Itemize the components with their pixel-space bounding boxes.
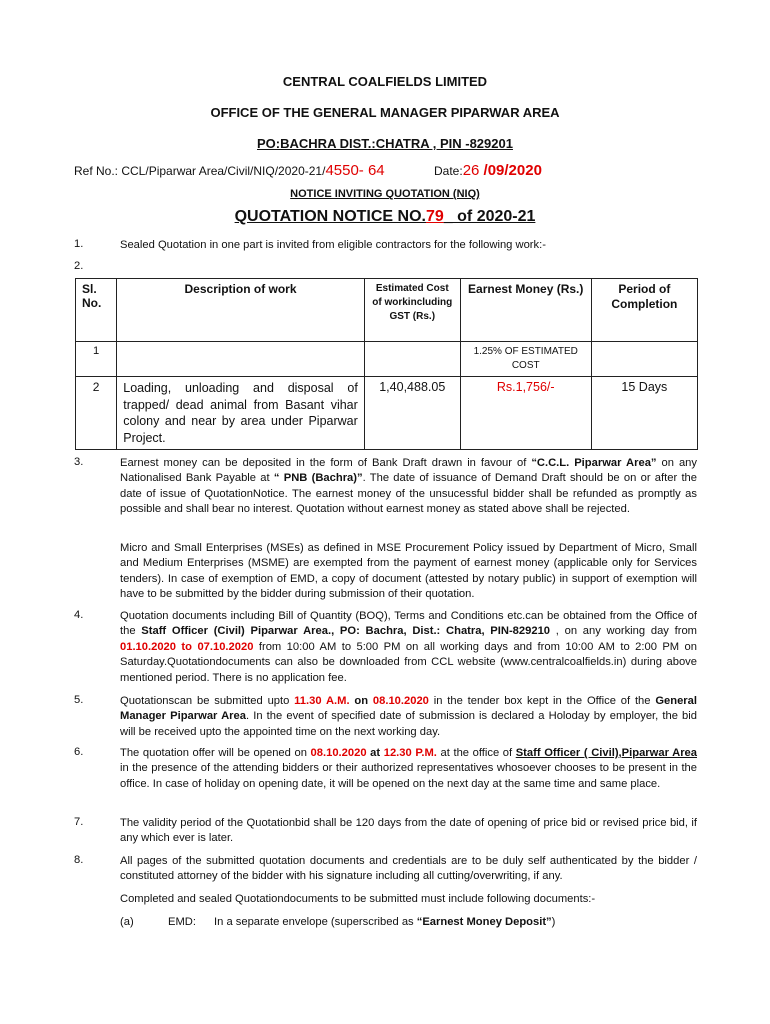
table-header-row [76, 279, 698, 342]
item-2-number: 2. [74, 260, 84, 272]
item-1-text: Sealed Quotation in one part is invited from eligible contractors for the following work:- [120, 239, 546, 251]
row2-earnest: Rs.1,756/- [460, 377, 591, 450]
item-3-number: 3. [74, 456, 84, 468]
header-estimated-cost: Estimated Cost of workincluding GST (Rs.) [364, 279, 460, 342]
item-3-mse-text: Micro and Small Enterprises (MSEs) as defined in MSE Procurement Policy issued by Department of Micro, Small and Medium Enterprises (MSME) are exempted from the payment of earnest money (applicable only for Services tenders). In case of exemption of EMD, a copy of document (attested by notary public) in support of exemption will have to be submitted by the bidder during submission of their quotation. [120, 542, 697, 601]
item-4-text: Quotation documents including Bill of Quantity (BOQ), Terms and Conditions etc.can be obtained from the Office of the Staff Officer (Civil) Piparwar Area., PO: Bachra, Dist.: Chatra, PIN-829210 , on any working day from 01.10.2020 to 07.10.2020 from 10:00 AM to 5:00 PM on all working days and from 10:00 AM to 2:00 PM on Saturday.Quotationdocuments can also be downloaded from CCL website (www.centralcoalfields.in) during above mentioned period. There is no application fee. [120, 610, 698, 684]
date-day: 26 [462, 162, 480, 179]
item-1-number: 1. [74, 238, 84, 250]
header-earnest-money: Earnest Money (Rs.) [460, 279, 591, 342]
item-7-number: 7. [74, 816, 84, 828]
date-rest: /09/2020 [479, 162, 542, 179]
item-8-text: All pages of the submitted quotation documents and credentials are to be duly self authenticated by the bidder / constituted attorney of the bidder with his signature including all cutting/overwriting, if any. [120, 855, 697, 883]
notice-no: 79 [426, 208, 444, 225]
row2-cost: 1,40,488.05 [364, 377, 460, 450]
header-description: Description of work [117, 279, 365, 342]
notice-prefix: QUOTATION NOTICE NO. [234, 208, 426, 225]
row1-earnest: 1.25% OF ESTIMATED COST [460, 342, 591, 377]
ref-prefix: Ref No.: CCL/Piparwar Area/Civil/NIQ/2020-21/ [74, 164, 326, 178]
date-line [434, 162, 542, 179]
header-sl-no: Sl. No. [76, 279, 117, 342]
item-8-number: 8. [74, 854, 84, 866]
row1-sl: 1 [76, 342, 117, 377]
address-text: PO:BACHRA DIST.:CHATRA , PIN -829201 [257, 136, 513, 151]
date-label: Date: [434, 164, 463, 178]
row1-cost [364, 342, 460, 377]
address-line [0, 136, 770, 151]
subitem-a-text: In a separate envelope (superscribed as “Earnest Money Deposit”) [214, 916, 556, 928]
item-4-number: 4. [74, 609, 84, 621]
table-row [76, 342, 698, 377]
niq-label [0, 188, 770, 200]
row2-desc: Loading, unloading and disposal of trapped/ dead animal from Basant vihar colony and near by area under Piparwar Project. [117, 377, 365, 450]
item-7-text: The validity period of the Quotationbid shall be 120 days from the date of opening of price bid or revised price bid, if any which ever is later. [120, 817, 697, 845]
row1-period [591, 342, 697, 377]
header-period: Period of Completion [591, 279, 697, 342]
subitem-a-label: (a) [120, 916, 134, 928]
reference-line [74, 162, 385, 179]
item-6-number: 6. [74, 746, 84, 758]
item-3-text: Earnest money can be deposited in the form of Bank Draft drawn in favour of “C.C.L. Piparwar Area” on any Nationalised Bank Payable at “ PNB (Bachra)”. The date of issuance of Demand Draft should be on or after the date of issue of QuotationNotice. The earnest money of the unsucessful bidder shall be refunded as promptly as possible and shall bear no interest. Quotation without earnest money as stated above shall be rejected. [120, 457, 698, 516]
niq-text: NOTICE INVITING QUOTATION (NIQ) [290, 188, 480, 200]
quotation-table [75, 278, 698, 450]
item-5-number: 5. [74, 694, 84, 706]
row2-sl: 2 [76, 377, 117, 450]
row2-period: 15 Days [591, 377, 697, 450]
notice-number [0, 208, 770, 226]
item-8-documents-intro: Completed and sealed Quotationdocuments to be submitted must include following documents:- [120, 893, 596, 905]
office-title: OFFICE OF THE GENERAL MANAGER PIPARWAR AREA [210, 105, 560, 120]
notice-suffix: _ of 2020-21 [443, 208, 536, 225]
company-name: CENTRAL COALFIELDS LIMITED [282, 74, 488, 89]
item-5-text: Quotationscan be submitted upto 11.30 A.M. on 08.10.2020 in the tender box kept in the Office of the General Manager Piparwar Area. In the event of specified date of submission is declared a Holoday by employer, the bid will be received upto the appointed time on the next working day. [120, 695, 697, 738]
table-row [76, 377, 698, 450]
item-6-text: The quotation offer will be opened on 08.10.2020 at 12.30 P.M. at the office of Staff Officer ( Civil),Piparwar Area in the presence of the attending bidders or their authorized representatives whosoever chooses to be present in the office. In case of holiday on opening date, it will be opened on the next day at the same time and same place. [120, 747, 697, 790]
subitem-a-key: EMD: [168, 916, 196, 928]
row1-desc [117, 342, 365, 377]
ref-number: 4550- 64 [325, 162, 385, 179]
